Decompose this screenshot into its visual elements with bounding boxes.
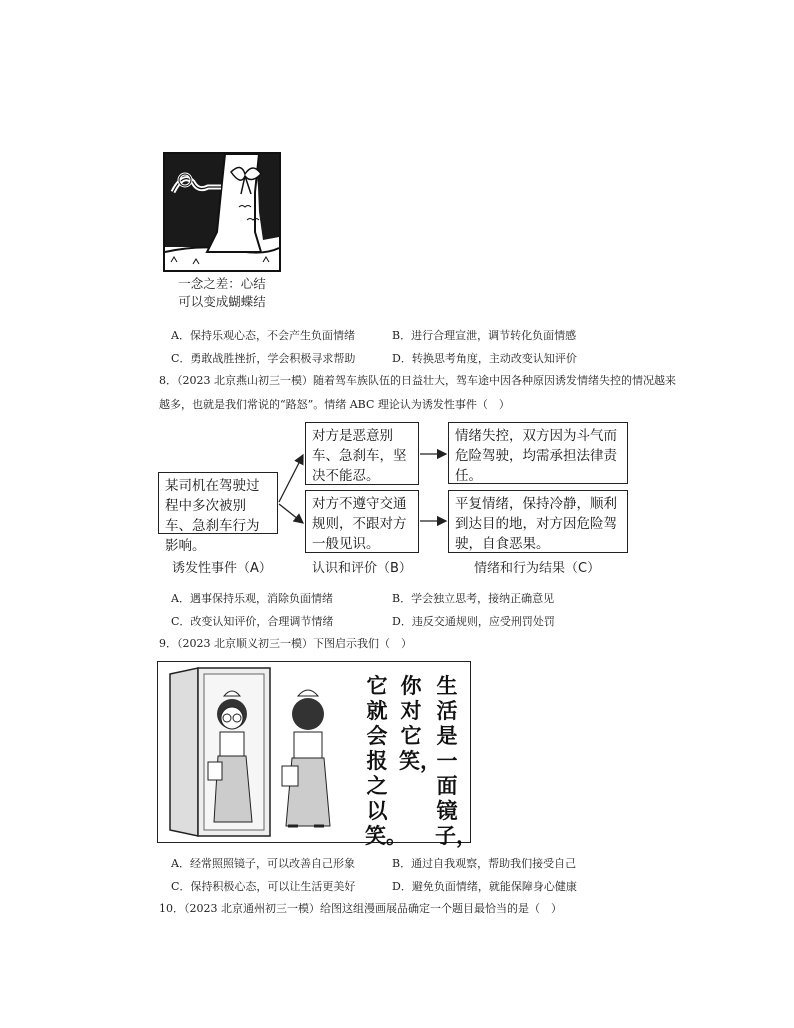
q8-option-a[interactable]: A．遇事保持乐观，消除负面情绪: [171, 592, 333, 605]
belief-box-1: 对方是恶意别车、急刹车，坚决不能忍。: [305, 422, 419, 485]
q7-option-a[interactable]: A．保持乐观心态，不会产生负面情绪: [171, 329, 355, 342]
cartoon-caption-line2: 可以变成蝴蝶结: [178, 294, 266, 309]
q7-option-b[interactable]: B．进行合理宣泄，调节转化负面情感: [392, 329, 577, 342]
q8-option-c[interactable]: C．改变认知评价，合理调节情绪: [171, 615, 334, 628]
q9-option-d[interactable]: D．避免负面情绪，就能保障身心健康: [392, 880, 577, 893]
q9-option-c[interactable]: C．保持积极心态，可以让生活更美好: [171, 880, 356, 893]
q10-stem: 10．（2023 北京通州初三一模）给图这组漫画展品确定一个题目最恰当的是（ ）: [159, 902, 562, 915]
poem-column-2: 你对它笑，: [399, 674, 441, 773]
poem-column-3: 它就会报之以笑。: [365, 674, 407, 848]
event-box: 某司机在驾驶过程中多次被别车、急刹车行为影响。: [158, 472, 278, 534]
q8-stem-line1: 8．（2023 北京燕山初三一模）随着驾车族队伍的日益壮大，驾车途中因各种原因诱发情绪失控的情况越来: [159, 374, 676, 387]
q8-stem-line2: 越多，也就是我们常说的“路怒”。情绪 ABC 理论认为诱发性事件（ ）: [159, 398, 510, 411]
mirror-cartoon: [157, 661, 477, 848]
belief-box-2: 对方不遵守交通规则，不跟对方一般见识。: [305, 490, 419, 553]
label-b: 认识和评价（B）: [312, 561, 412, 576]
q8-option-d[interactable]: D．违反交通规则，应受刑罚处罚: [392, 615, 555, 628]
q9-option-a[interactable]: A．经常照照镜子，可以改善自己形象: [171, 857, 355, 870]
cartoon-caption-line1: 一念之差：心结: [178, 276, 266, 291]
poem-column-1: 生活是一面镜子，: [435, 674, 477, 848]
label-a: 诱发性事件（A）: [172, 561, 272, 576]
q7-option-d[interactable]: D．转换思考角度，主动改变认知评价: [392, 352, 577, 365]
q8-option-b[interactable]: B．学会独立思考，接纳正确意见: [392, 592, 555, 605]
label-c: 情绪和行为结果（C）: [474, 561, 601, 576]
q7-option-c[interactable]: C．勇敢战胜挫折，学会积极寻求帮助: [171, 352, 356, 365]
result-box-2: 平复情绪，保持冷静，顺利到达目的地，对方因危险驾驶，自食恶果。: [448, 490, 628, 553]
q9-stem: 9．（2023 北京顺义初三一模）下图启示我们（ ）: [159, 637, 412, 650]
result-box-1: 情绪失控，双方因为斗气而危险驾驶，均需承担法律责任。: [448, 422, 628, 484]
q9-option-b[interactable]: B．通过自我观察，帮助我们接受自己: [392, 857, 577, 870]
